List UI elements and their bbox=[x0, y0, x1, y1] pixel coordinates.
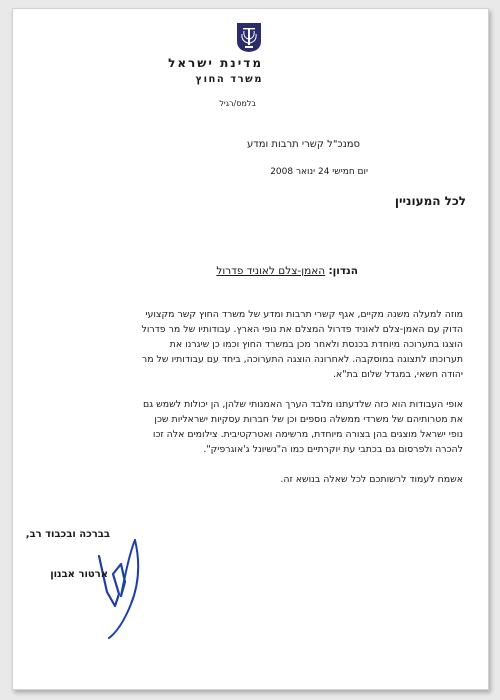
subject-label: הנדון: bbox=[328, 265, 358, 277]
closing-greeting: בברכה ובכבוד רב, bbox=[25, 529, 110, 540]
letter-page bbox=[12, 8, 489, 690]
handwritten-signature bbox=[91, 534, 153, 644]
signer-name: ארטור אבנון bbox=[50, 569, 108, 580]
sender-title: סמנכ"ל קשרי תרבות ומדע bbox=[247, 139, 360, 150]
subject-line bbox=[216, 265, 358, 277]
state-emblem-icon bbox=[235, 21, 263, 53]
body-line: יהודה חשאי, במגדל שלום בת"א. bbox=[332, 369, 463, 380]
body-line: נופי ישראל מוצגים בהן בצורה מיוחדת, מרשימה ואטרקטיבית. צילומים אלה זכו bbox=[152, 429, 463, 440]
body-line: את מטרותיהם של משרדי ממשלה נוספים וכן של חברות עסקיות ישראליות שכן bbox=[154, 414, 463, 425]
ministry-name: משרד החוץ bbox=[195, 74, 263, 85]
body-line: הדוק עם האמן-צלם לאוניד פדרול המצלם את נופי הארץ. עבודותיו של מר פדרול bbox=[141, 324, 463, 335]
body-line: אופי העבודות הוא כזה שלדעתנו מלבד הערך האמנותי שלהן, הן יכולות לשמש גם bbox=[143, 399, 463, 410]
body-line: אשמח לעמוד לרשותכם לכל שאלה בנושא זה. bbox=[280, 474, 463, 485]
body-line: מוזה למעלה משנה מקיים, אגף קשרי תרבות ומדע של משרד החוץ קשר מקצועי bbox=[145, 309, 463, 320]
body-line: תערוכתו לתצוגה במוסקבה. לאחרונה הוצגה התערוכה, ביחד עם עבודותיו של מר bbox=[141, 354, 463, 365]
subject-text: האמן-צלם לאוניד פדרול bbox=[216, 265, 326, 277]
recipient: לכל המעוניין bbox=[394, 194, 466, 208]
letter-date: יום חמישי 24 ינואר 2008 bbox=[270, 167, 368, 177]
body-line: הוצגו בתערוכה מיוחדת בכנסת ולאחר מכן במשרד החוץ וכמו כן שיגרנו את bbox=[169, 339, 463, 350]
state-name: מדינת ישראל bbox=[168, 56, 263, 70]
body-line: להכרה ולפרסום גם בכתבי עת יוקרתיים כמו ה"נשיונל ג'אוגרפיק". bbox=[203, 444, 463, 455]
classification-ref: בלמס/רגיל bbox=[219, 99, 256, 108]
